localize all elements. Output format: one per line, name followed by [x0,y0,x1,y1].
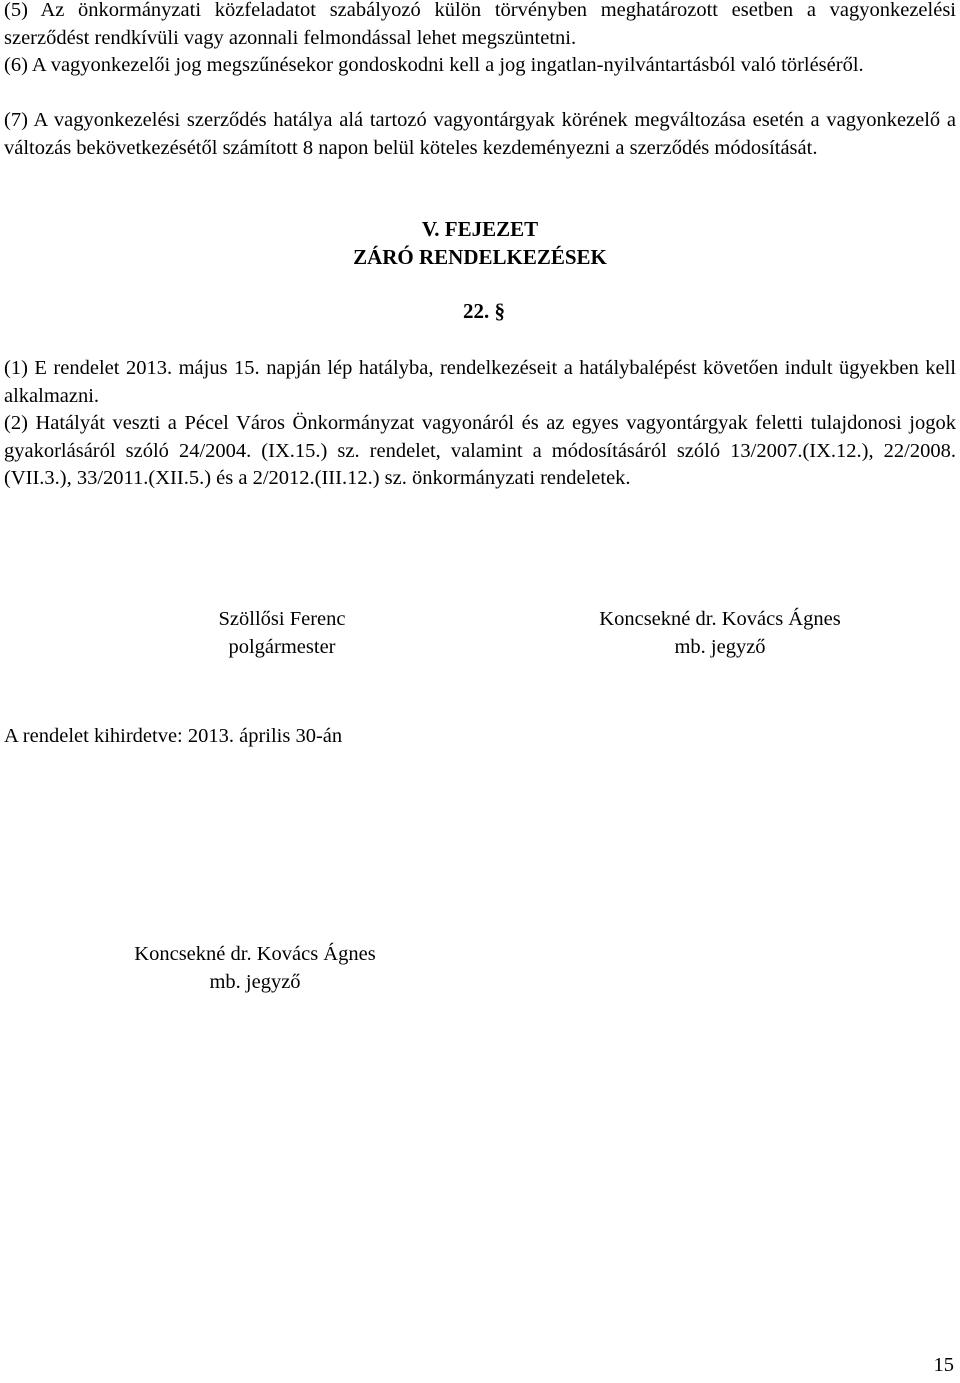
notary-name: Koncsekné dr. Kovács Ágnes [599,608,841,630]
final-provision-2: (2) Hatályát veszti a Pécel Város Önkormányzat vagyonáról és az egyes vagyontárgyak feletti tulajdonosi jogok gyakorlásáról szóló 24/2004. (IX.15.) sz. rendelet, valamint a módosításáról szóló 13/2007.(IX.12.), 22/2008.(VII.3.), 33/2011.(XII.5.) és a 2/2012.(III.12.) sz. önkormányzati rendeletek. [4,412,956,489]
section-number: 22. [463,299,490,323]
chapter-number: V. FEJEZET [421,217,539,241]
closing-signature-title: mb. jegyző [209,971,301,993]
mayor-signature-block [172,605,392,661]
section-symbol: § [494,299,505,323]
paragraph-7: (7) A vagyonkezelési szerződés hatálya alá tartozó vagyontárgyak körének megváltozása esetén a vagyonkezelő a változás bekövetkezésétől számított 8 napon belül köteles kezdeményezni a szerződés módosítását. [4,109,956,159]
paragraph-6: (6) A vagyonkezelői jog megszűnésekor gondoskodni kell a jog ingatlan-nyilvántartásból való törléséről. [4,54,864,76]
chapter-title: ZÁRÓ RENDELKEZÉSEK [353,245,607,269]
mayor-name: Szöllősi Ferenc [218,608,346,630]
notary-signature-block [560,605,880,661]
notary-title: mb. jegyző [674,636,766,658]
page-number: 15 [933,1354,954,1376]
section-heading [4,297,960,325]
mayor-title: polgármester [228,636,336,658]
promulgation-line: A rendelet kihirdetve: 2013. április 30-án [4,725,343,747]
paragraph-5: (5) Az önkormányzati közfeladatot szabályozó külön törvényben meghatározott esetben a vagyonkezelési szerződést rendkívüli vagy azonnali felmondással lehet megszüntetni. [4,0,956,49]
final-provision-1: (1) E rendelet 2013. május 15. napján lép hatályba, rendelkezéseit a hatálybalépést követően indult ügyekben kell alkalmazni. [4,357,956,407]
closing-signature-name: Koncsekné dr. Kovács Ágnes [134,943,376,965]
closing-signature-block [105,940,405,996]
